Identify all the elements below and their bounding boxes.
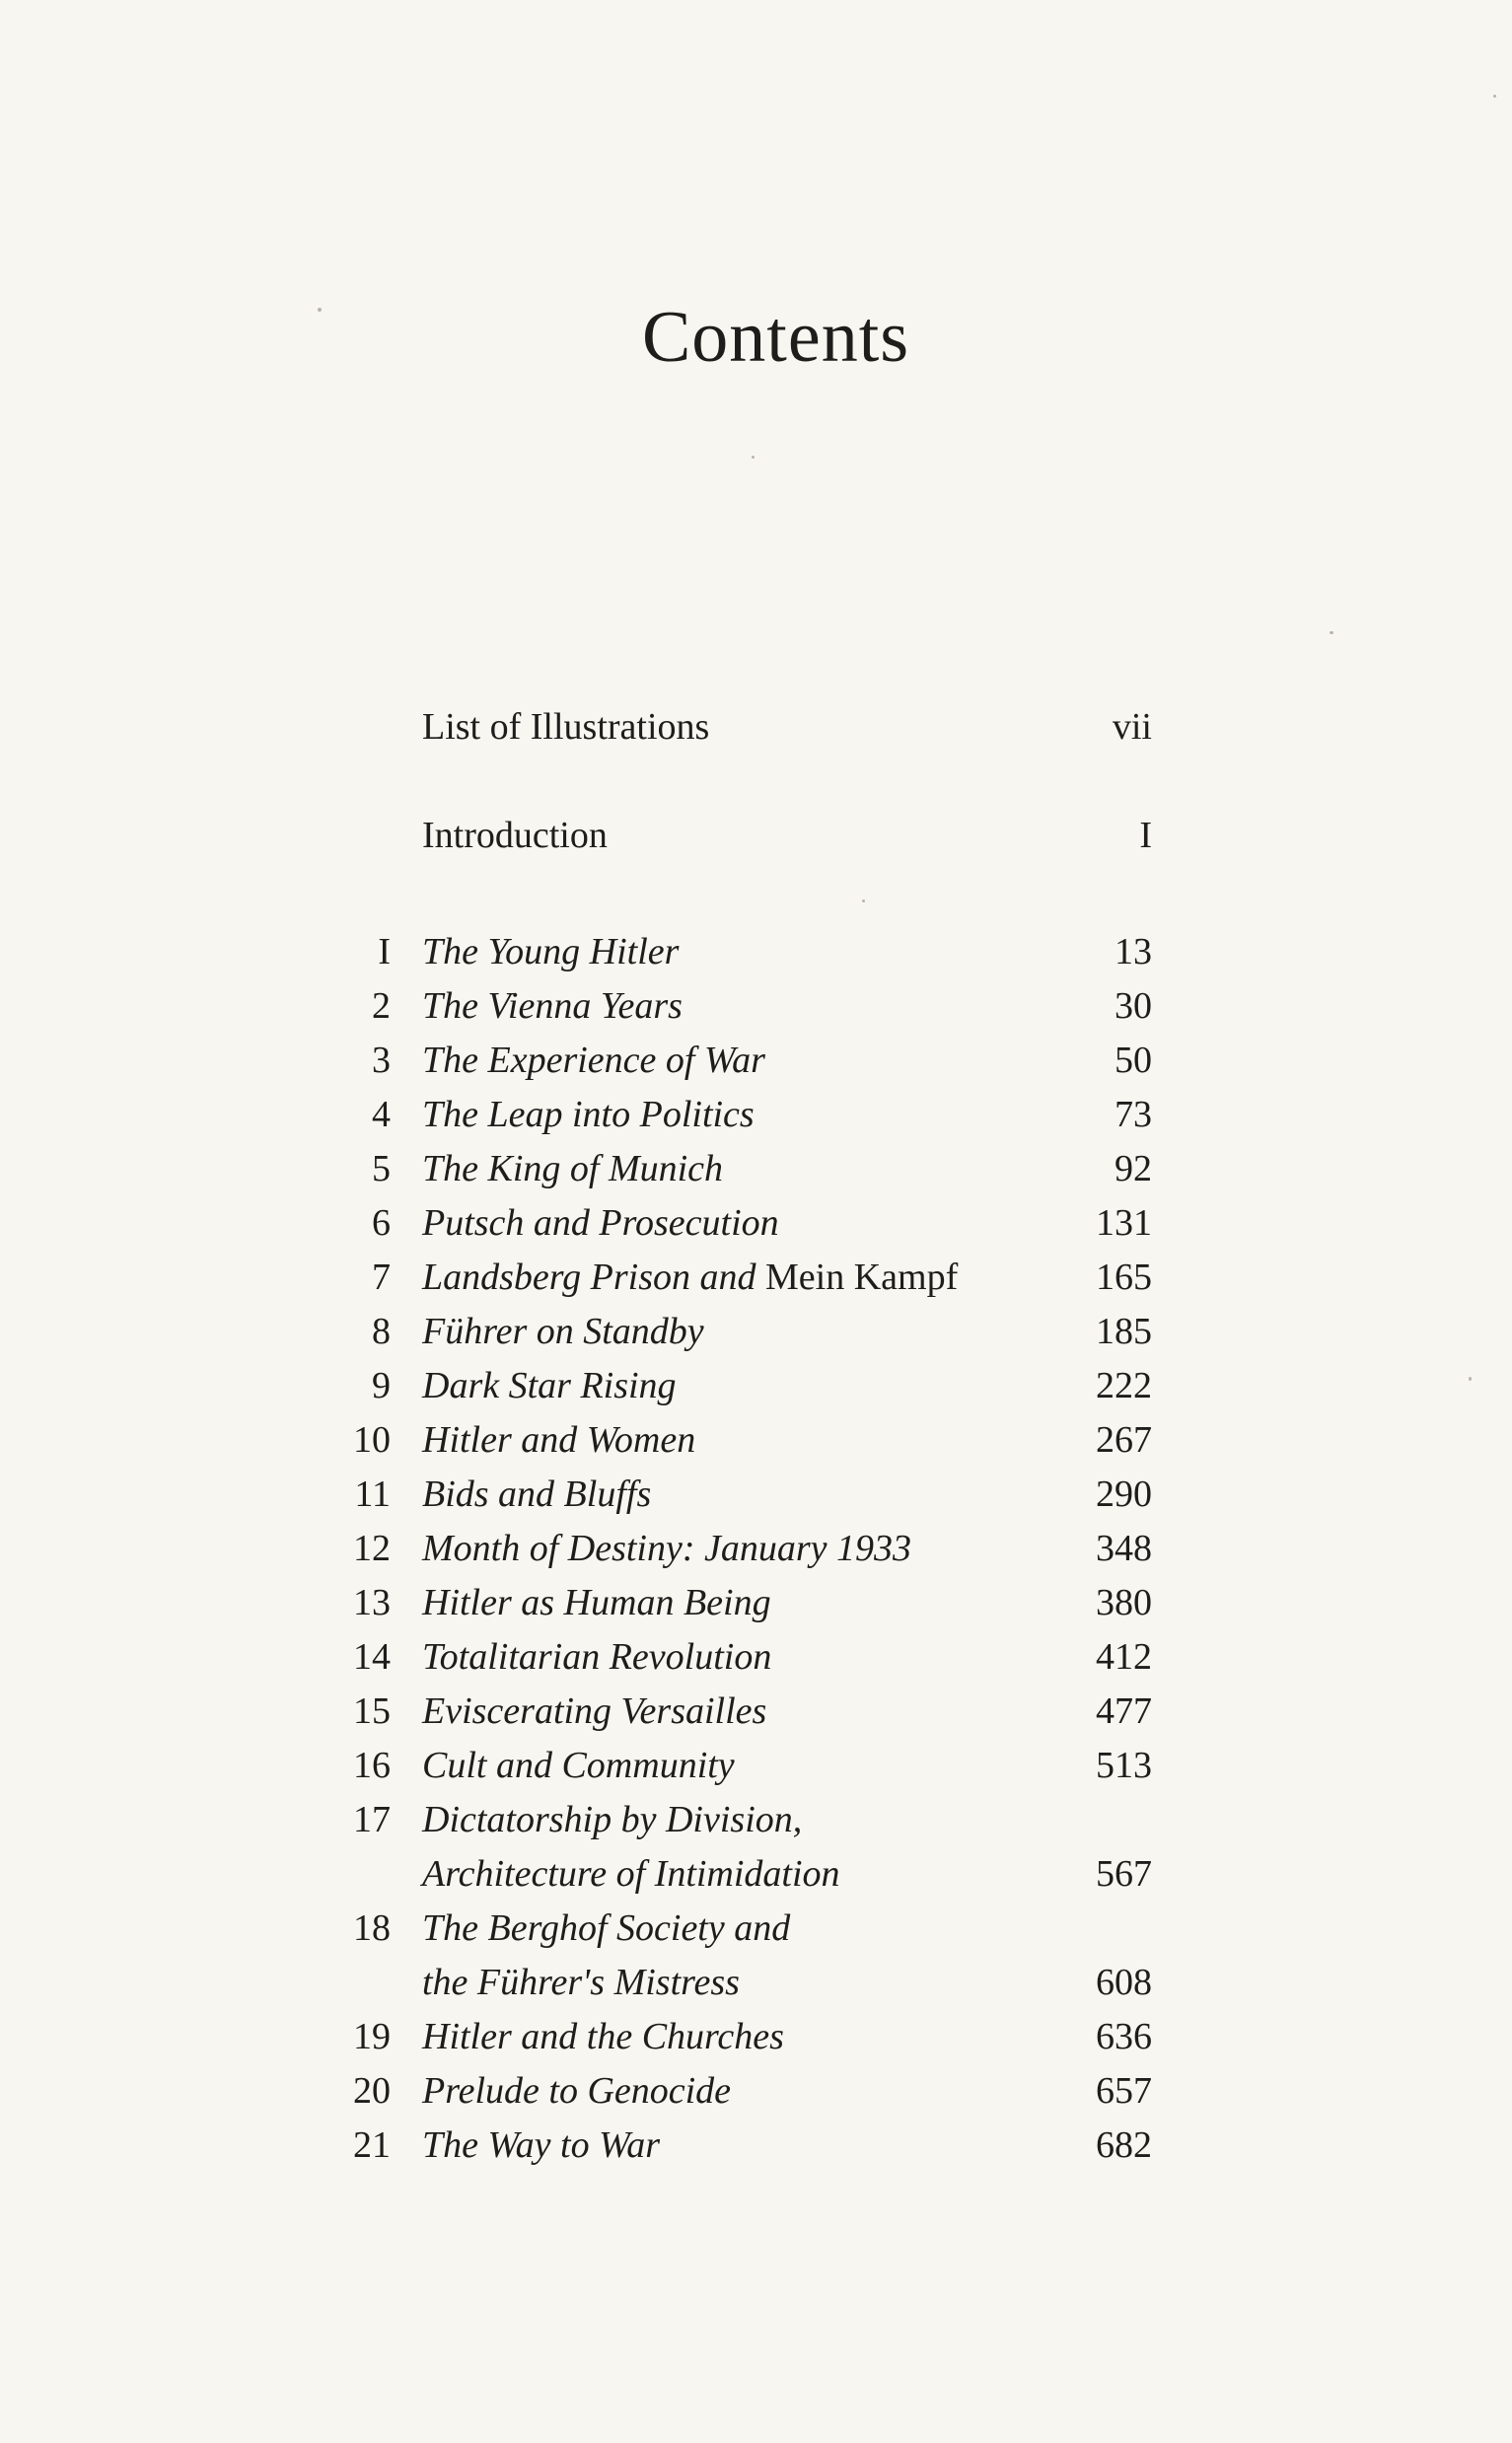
chapter-page: 30 [1115,985,1152,1027]
toc-chapter-2[interactable] [296,978,1152,1034]
chapter-number: 20 [353,2070,391,2112]
chapter-title: Prelude to Genocide [422,2070,732,2112]
toc-chapter-3[interactable] [296,1033,1152,1088]
chapter-page: 222 [1096,1365,1152,1406]
chapter-number: 13 [353,1582,391,1623]
chapter-page: 50 [1115,1040,1152,1081]
chapter-number: 12 [353,1528,391,1569]
chapter-page: 348 [1096,1528,1152,1569]
chapter-number: 7 [372,1257,391,1298]
paper-speck [862,899,865,902]
chapter-title: The Berghof Society and [422,1907,791,1949]
toc-chapter-4[interactable] [296,1087,1152,1142]
chapter-page: 92 [1115,1148,1152,1189]
toc-chapter-18[interactable] [296,1901,1152,1956]
toc-chapter-6[interactable] [296,1195,1152,1251]
chapter-number: 9 [372,1365,391,1406]
chapter-title: Führer on Standby [422,1311,704,1352]
chapter-page: 290 [1096,1473,1152,1515]
chapter-number: 4 [372,1094,391,1135]
toc-chapter-17-continued[interactable] [296,1846,1152,1902]
chapter-number: 6 [372,1202,391,1244]
chapter-number: 8 [372,1311,391,1352]
toc-chapter-16[interactable] [296,1738,1152,1793]
chapter-page: 73 [1115,1094,1152,1135]
toc-chapter-15[interactable] [296,1684,1152,1739]
chapter-title: Cult and Community [422,1745,735,1786]
chapter-page: 412 [1096,1636,1152,1678]
paper-speck [752,456,755,459]
chapter-title: Putsch and Prosecution [422,1202,779,1244]
page-title: Contents [641,297,910,378]
chapter-title: Totalitarian Revolution [422,1636,772,1678]
chapter-title: Hitler and the Churches [422,2016,784,2057]
chapter-page: 131 [1096,1202,1152,1244]
toc-entry-label: Introduction [422,815,608,856]
toc-entry-page: I [1139,815,1152,856]
chapter-number: 17 [353,1799,391,1840]
chapter-title: Eviscerating Versailles [422,1690,767,1732]
chapter-page: 165 [1096,1257,1152,1298]
toc-entry-page: vii [1112,706,1152,748]
toc-chapter-8[interactable] [296,1304,1152,1359]
chapter-number: 16 [353,1745,391,1786]
chapter-number: 11 [354,1473,391,1515]
chapter-page: 567 [1096,1853,1152,1895]
toc-chapter-5[interactable] [296,1141,1152,1196]
chapter-page: 636 [1096,2016,1152,2057]
toc-chapter-21[interactable] [296,2118,1152,2173]
paper-speck [318,308,322,312]
chapter-title: Month of Destiny: January 1933 [422,1528,912,1569]
chapter-number: 15 [353,1690,391,1732]
chapter-title-book: Mein Kampf [765,1257,959,1298]
chapter-number: 18 [353,1907,391,1949]
chapter-page: 608 [1096,1962,1152,2003]
chapter-page: 513 [1096,1745,1152,1786]
toc-chapter-17[interactable] [296,1792,1152,1847]
chapter-number: 21 [353,2124,391,2166]
chapter-page: 185 [1096,1311,1152,1352]
toc-chapter-20[interactable] [296,2063,1152,2119]
toc-chapter-18-continued[interactable] [296,1955,1152,2010]
chapter-page: 13 [1115,931,1152,972]
chapter-title-line2: the Führer's Mistress [422,1962,740,2003]
chapter-page: 380 [1096,1582,1152,1623]
toc-chapter-11[interactable] [296,1467,1152,1522]
chapter-page: 267 [1096,1419,1152,1461]
chapter-title: The Vienna Years [422,985,683,1027]
paper-speck [1469,1377,1472,1381]
chapter-title: Dictatorship by Division, [422,1799,803,1840]
toc-entry-label: List of Illustrations [422,706,710,748]
chapter-number: 3 [372,1040,391,1081]
toc-chapter-10[interactable] [296,1412,1152,1468]
chapter-page: 657 [1096,2070,1152,2112]
chapter-number: 10 [353,1419,391,1461]
chapter-title: Bids and Bluffs [422,1473,652,1515]
chapter-number: 2 [372,985,391,1027]
chapter-title: Hitler as Human Being [422,1582,771,1623]
toc-chapter-7[interactable] [296,1250,1152,1305]
paper-speck [1493,95,1496,98]
chapter-page: 477 [1096,1690,1152,1732]
chapter-title [422,1250,958,1305]
chapter-title: The Experience of War [422,1040,765,1081]
chapter-number: I [378,931,391,972]
chapter-page: 682 [1096,2124,1152,2166]
chapter-title: Hitler and Women [422,1419,696,1461]
toc-chapter-12[interactable] [296,1521,1152,1576]
toc-chapter-13[interactable] [296,1575,1152,1630]
chapter-title: The Young Hitler [422,931,680,972]
chapter-title-italic: Landsberg Prison and [422,1257,756,1298]
chapter-title: The Way to War [422,2124,661,2166]
chapter-number: 14 [353,1636,391,1678]
chapter-title-line2: Architecture of Intimidation [422,1853,840,1895]
chapter-number: 19 [353,2016,391,2057]
chapter-title: Dark Star Rising [422,1365,677,1406]
chapter-title: The King of Munich [422,1148,724,1189]
toc-chapter-9[interactable] [296,1358,1152,1413]
toc-chapter-1[interactable] [296,924,1152,979]
toc-chapter-19[interactable] [296,2009,1152,2064]
chapter-number: 5 [372,1148,391,1189]
chapter-title: The Leap into Politics [422,1094,755,1135]
toc-chapter-14[interactable] [296,1629,1152,1685]
paper-speck [1330,631,1333,634]
